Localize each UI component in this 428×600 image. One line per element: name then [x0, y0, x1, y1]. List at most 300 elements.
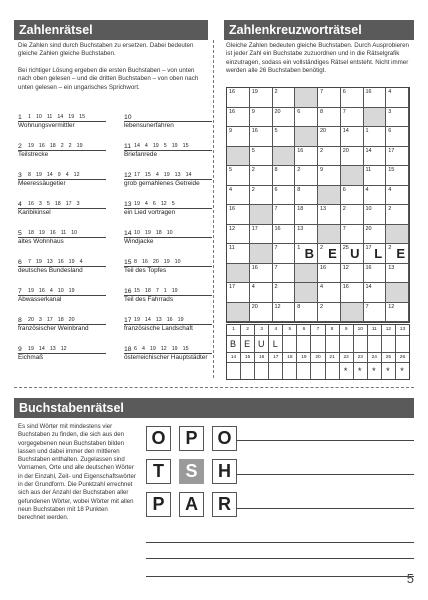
solution-value[interactable]: [241, 363, 255, 379]
clue-code-number: 16: [38, 143, 45, 149]
clue-code-number: 5: [46, 201, 50, 207]
solution-table: [226, 324, 410, 380]
clue-code-number: 9: [57, 172, 61, 178]
grid-cell[interactable]: [295, 186, 318, 206]
solution-value[interactable]: [340, 336, 354, 352]
solution-number: 14: [227, 353, 241, 363]
clue-code-number: 4: [79, 259, 83, 265]
clue-code-number: 10: [174, 259, 181, 265]
cell-number: 19: [251, 89, 258, 95]
grid-cell[interactable]: [273, 108, 296, 128]
cell-number: 18: [297, 206, 304, 212]
cell-letter: E: [396, 245, 405, 261]
solution-number: 9: [340, 325, 354, 335]
clue-code-number: 7: [155, 288, 159, 294]
clue-number-line[interactable]: [18, 112, 106, 122]
grid-cell[interactable]: [250, 127, 273, 147]
clue-code-number: 18: [57, 317, 64, 323]
grid-cell[interactable]: [364, 225, 387, 245]
clue-description: Windjacke: [124, 238, 154, 245]
clue-16[interactable]: [124, 286, 212, 304]
solution-value[interactable]: [283, 336, 297, 352]
clue-number-line[interactable]: [124, 228, 212, 238]
grid-cell[interactable]: [273, 283, 296, 303]
clue-description: Briefanrede: [124, 151, 158, 158]
clue-code-number: 10: [71, 230, 78, 236]
clue-code-number: 4: [144, 143, 148, 149]
clue-number-line[interactable]: [124, 315, 212, 325]
grid-cell[interactable]: [318, 127, 341, 147]
clue-code-number: 3: [38, 201, 42, 207]
grid-cell[interactable]: [341, 264, 364, 284]
solution-value[interactable]: [227, 363, 241, 379]
clue-number-line[interactable]: [18, 286, 106, 296]
grid-cell[interactable]: [341, 147, 364, 167]
grid-cell[interactable]: [386, 205, 409, 225]
grid-cell[interactable]: [386, 264, 409, 284]
answer-line[interactable]: [146, 542, 414, 543]
cell-number: 2: [251, 167, 255, 173]
grid-cell[interactable]: [273, 244, 296, 264]
cell-number: 16: [365, 89, 372, 95]
clue-code-number: 15: [182, 143, 189, 149]
grid-cell[interactable]: [295, 225, 318, 245]
clue-12[interactable]: [124, 170, 212, 188]
grid-cell[interactable]: [386, 88, 409, 108]
grid-cell[interactable]: [250, 186, 273, 206]
clue-code-number: 17: [46, 317, 53, 323]
solution-value[interactable]: B: [227, 336, 241, 352]
clue-code-number: 8: [28, 172, 31, 178]
center-letter-tile: S: [179, 459, 204, 484]
letter-tile: O: [146, 426, 171, 451]
grid-cell[interactable]: [250, 264, 273, 284]
clue-number-line[interactable]: [124, 141, 212, 151]
clue-14[interactable]: [124, 228, 212, 246]
solution-value[interactable]: [297, 363, 311, 379]
cell-number: 11: [229, 245, 235, 251]
solution-value[interactable]: [368, 336, 382, 352]
clue-code-number: 19: [134, 201, 140, 207]
cell-number: 4: [388, 186, 392, 193]
clue-code-number: 19: [177, 317, 184, 323]
clue-11[interactable]: [124, 141, 212, 159]
grid-cell[interactable]: [341, 283, 364, 303]
cell-number: 7: [320, 89, 324, 95]
cell-number: 2: [274, 89, 278, 95]
clue-code-number: 5: [163, 143, 167, 149]
solution-value[interactable]: [311, 363, 325, 379]
clue-4[interactable]: [18, 199, 106, 217]
clue-code-number: 5: [171, 201, 175, 207]
crossword-grid: [226, 87, 410, 323]
grid-cell[interactable]: [227, 127, 250, 147]
clue-description: lebensunerfahren: [124, 122, 174, 129]
clue-index: 5: [18, 230, 22, 237]
clue-code-number: 14: [134, 143, 140, 149]
clue-index: 12: [124, 172, 132, 179]
grid-cell[interactable]: [386, 244, 409, 264]
grid-block: [227, 303, 250, 323]
clue-number-line[interactable]: [18, 315, 106, 325]
cell-number: 12: [342, 264, 349, 271]
grid-cell[interactable]: [273, 264, 296, 284]
clue-description: französische Landschaft: [124, 325, 193, 332]
cell-number: 1: [297, 245, 301, 251]
cell-number: 9: [229, 128, 233, 134]
clue-number-line[interactable]: [124, 112, 212, 122]
clue-code-number: 12: [160, 201, 167, 207]
cell-number: 3: [388, 108, 392, 115]
clue-description: Teilstrecke: [18, 151, 49, 158]
solution-number: 24: [368, 353, 382, 363]
grid-block: [295, 88, 318, 108]
grid-cell[interactable]: [364, 283, 387, 303]
clue-18[interactable]: [124, 344, 212, 362]
grid-cell[interactable]: [250, 108, 273, 128]
solution-value[interactable]: E: [241, 336, 255, 352]
clue-9[interactable]: [18, 344, 106, 362]
grid-cell[interactable]: [273, 88, 296, 108]
clue-description: deutsches Bundesland: [18, 267, 83, 274]
clue-number-line[interactable]: [18, 199, 106, 209]
clue-number-line[interactable]: [124, 344, 212, 354]
grid-block: [295, 264, 318, 284]
grid-cell[interactable]: [341, 186, 364, 206]
clue-3[interactable]: [18, 170, 106, 188]
section-divider: [14, 387, 414, 388]
clue-7[interactable]: [18, 286, 106, 304]
answer-line[interactable]: [236, 508, 414, 509]
grid-cell[interactable]: [295, 166, 318, 186]
clue-code-number: 4: [65, 172, 69, 178]
grid-cell[interactable]: [341, 88, 364, 108]
clue-number-line[interactable]: [124, 170, 212, 180]
zahlenraetsel-header: Zahlenrätsel: [14, 20, 208, 40]
clue-5[interactable]: [18, 228, 106, 246]
cell-letter: U: [350, 245, 360, 261]
grid-cell[interactable]: [386, 166, 409, 186]
cell-number: 8: [274, 167, 278, 173]
clue-number-line[interactable]: [18, 344, 106, 354]
solution-number: 19: [297, 353, 311, 363]
cell-number: 13: [388, 264, 395, 271]
cell-number: 20: [342, 147, 349, 154]
grid-cell[interactable]: [318, 244, 341, 264]
solution-value[interactable]: [283, 363, 297, 379]
grid-cell[interactable]: [227, 88, 250, 108]
grid-block: [318, 225, 341, 245]
solution-value[interactable]: [269, 363, 283, 379]
grid-cell[interactable]: [273, 166, 296, 186]
solution-value[interactable]: *: [400, 366, 405, 376]
grid-cell[interactable]: [250, 88, 273, 108]
clue-2[interactable]: [18, 141, 106, 159]
grid-cell[interactable]: [318, 147, 341, 167]
answer-line[interactable]: [236, 474, 414, 475]
cell-number: 16: [342, 284, 349, 290]
grid-cell[interactable]: [295, 303, 318, 323]
clue-code-number: 14: [57, 114, 64, 120]
clue-code-number: 16: [141, 259, 148, 265]
clue-code-number: 16: [49, 230, 56, 236]
clue-13[interactable]: [124, 199, 212, 217]
grid-cell[interactable]: [318, 283, 341, 303]
grid-cell[interactable]: [318, 264, 341, 284]
cell-number: 12: [229, 225, 236, 232]
clue-index: 16: [124, 288, 132, 295]
cell-letter: E: [328, 245, 337, 261]
solution-number: 10: [354, 325, 368, 335]
grid-cell[interactable]: [318, 303, 341, 323]
clue-index: 17: [124, 317, 132, 324]
grid-cell[interactable]: [364, 186, 387, 206]
grid-cell[interactable]: [364, 166, 387, 186]
grid-block: [341, 166, 364, 186]
clue-code-number: 17: [65, 201, 72, 207]
grid-cell[interactable]: [250, 283, 273, 303]
grid-cell[interactable]: [364, 244, 387, 264]
clue-code-number: 16: [166, 317, 173, 323]
grid-cell[interactable]: [364, 303, 387, 323]
cell-number: 4: [320, 284, 324, 290]
clue-code-number: 19: [171, 288, 178, 294]
cell-number: 2: [297, 167, 301, 173]
solution-value[interactable]: [354, 336, 368, 352]
grid-cell[interactable]: [273, 205, 296, 225]
grid-cell[interactable]: [227, 108, 250, 128]
grid-cell[interactable]: [341, 108, 364, 128]
cell-number: 7: [274, 206, 278, 212]
grid-cell[interactable]: [318, 166, 341, 186]
clue-code-number: 20: [152, 259, 159, 265]
grid-cell[interactable]: [273, 303, 296, 323]
grid-cell[interactable]: [250, 225, 273, 245]
clue-description: altes Wohnhaus: [18, 238, 64, 245]
kreuzwort-header: Zahlenkreuzworträtsel: [224, 20, 414, 40]
cell-number: 2: [320, 303, 324, 310]
clue-code-number: 19: [152, 143, 159, 149]
solution-number: 16: [255, 353, 269, 363]
solution-value[interactable]: *: [368, 363, 382, 379]
grid-cell[interactable]: [295, 244, 318, 264]
solution-value[interactable]: U: [255, 336, 269, 352]
solution-value[interactable]: *: [382, 363, 396, 379]
grid-cell[interactable]: [364, 88, 387, 108]
answer-line[interactable]: [236, 440, 414, 441]
cell-number: 16: [229, 89, 236, 95]
letter-tile: O: [212, 426, 237, 451]
solution-row-top-values[interactable]: [227, 335, 409, 352]
cell-number: 7: [365, 303, 369, 310]
cell-number: 1: [365, 128, 369, 134]
clue-description: Meeressäugetier: [18, 180, 66, 187]
clue-code-number: 14: [144, 317, 151, 323]
clue-code-number: 16: [38, 288, 45, 294]
answer-line[interactable]: [146, 558, 414, 559]
clue-code-number: 19: [163, 259, 170, 265]
grid-cell[interactable]: [386, 186, 409, 206]
letter-tile: T: [146, 459, 171, 484]
clue-1[interactable]: [18, 112, 106, 130]
clue-number-line[interactable]: [124, 199, 212, 209]
cell-number: 13: [320, 206, 327, 212]
clue-code-number: 16: [28, 201, 34, 207]
clue-code-number: 20: [68, 317, 75, 323]
cell-number: 6: [342, 89, 346, 95]
clue-6[interactable]: [18, 257, 106, 275]
grid-cell[interactable]: [364, 147, 387, 167]
solution-value[interactable]: [297, 336, 311, 352]
clue-code-number: 2: [60, 143, 64, 149]
grid-cell[interactable]: [341, 127, 364, 147]
solution-value[interactable]: [311, 336, 325, 352]
grid-block: [318, 186, 341, 206]
grid-cell[interactable]: [273, 225, 296, 245]
cell-number: 8: [297, 303, 301, 310]
clue-code-number: 19: [68, 114, 75, 120]
grid-cell[interactable]: [386, 127, 409, 147]
cell-number: 2: [251, 186, 255, 193]
clue-code-number: 13: [174, 172, 181, 178]
solution-number: 2: [241, 325, 255, 335]
cell-number: 6: [297, 108, 301, 115]
clue-number-line[interactable]: [18, 170, 106, 180]
grid-cell[interactable]: [318, 108, 341, 128]
solution-number: 12: [382, 325, 396, 335]
clue-code-number: 18: [155, 230, 162, 236]
grid-block: [295, 283, 318, 303]
cell-number: 7: [342, 108, 346, 115]
clue-number-line[interactable]: [124, 286, 212, 296]
clue-code-number: 4: [49, 288, 53, 294]
grid-cell[interactable]: [227, 205, 250, 225]
grid-cell[interactable]: [227, 166, 250, 186]
cell-number: 16: [229, 108, 236, 115]
clue-code-number: 12: [60, 346, 67, 352]
solution-number: 13: [399, 327, 406, 332]
grid-cell[interactable]: [318, 205, 341, 225]
solution-value[interactable]: [255, 363, 269, 379]
cell-number: 7: [342, 225, 346, 232]
cell-number: 8: [320, 108, 324, 115]
grid-cell[interactable]: [318, 88, 341, 108]
solution-number: 17: [269, 353, 283, 363]
grid-cell[interactable]: [273, 186, 296, 206]
grid-cell[interactable]: [227, 244, 250, 264]
clue-code-number: 15: [182, 346, 189, 352]
clue-code-number: 19: [38, 230, 45, 236]
clue-17[interactable]: [124, 315, 212, 333]
clue-code-number: 7: [28, 259, 31, 265]
grid-cell[interactable]: [341, 225, 364, 245]
clue-code-number: 14: [46, 172, 53, 178]
grid-cell[interactable]: [364, 264, 387, 284]
cell-number: 4: [251, 284, 255, 290]
clue-number-line[interactable]: [18, 228, 106, 238]
solution-value[interactable]: [396, 336, 409, 352]
grid-cell[interactable]: [295, 147, 318, 167]
buchstaben-intro: Es sind Wörter mit mindestens vier Buchstaben zu finden, die sich aus den vorgegebenen neun Buchstaben bilden lassen und dabei immer den mittleren Buchstaben enthalten. Zugelassen sind Vornamen, Orte und alle deutschen Wörter in der Einzahl, Zeit- und Eigenschaftswörter in der Grundform. Die Punktzahl errechnet sich aus der Anzahl der Buchstaben aller gefundenen Wörter, wobei Wörter mit allen neun Buchstaben mit 18 Punkten berechnet werden.: [18, 423, 136, 522]
grid-cell[interactable]: [341, 205, 364, 225]
clue-code-number: 4: [144, 201, 148, 207]
clue-index: 9: [18, 346, 22, 353]
clue-code-number: 19: [68, 259, 75, 265]
solution-value[interactable]: [382, 336, 396, 352]
solution-number: 8: [326, 325, 340, 335]
kreuzwort-intro: Gleiche Zahlen bedeuten gleiche Buchstaben. Durch Ausprobieren ist jeder Zahl ein Buchstabe zuzuordnen und in die Rätselgrafik einzutragen, sodass ein vollständiges Rätsel entsteht. Nicht immer werden alle 26 Buchstaben benötigt.: [226, 42, 409, 75]
clue-number-line[interactable]: [124, 257, 212, 267]
cell-number: 12: [274, 303, 281, 310]
clue-index: 1: [18, 114, 22, 121]
answer-line[interactable]: [146, 576, 414, 577]
cell-number: 17: [251, 225, 258, 232]
grid-cell[interactable]: [295, 108, 318, 128]
grid-cell[interactable]: [295, 205, 318, 225]
grid-cell[interactable]: [386, 303, 409, 323]
cell-number: 16: [365, 264, 372, 271]
solution-value[interactable]: *: [340, 363, 354, 379]
clue-number-line[interactable]: [18, 257, 106, 267]
clue-number-line[interactable]: [18, 141, 106, 151]
cell-number: 17: [365, 245, 372, 251]
clue-code-number: 18: [28, 230, 34, 236]
solution-value[interactable]: L: [269, 336, 283, 352]
solution-value[interactable]: *: [354, 363, 368, 379]
grid-cell[interactable]: [341, 244, 364, 264]
grid-cell[interactable]: [386, 108, 409, 128]
clue-10[interactable]: [124, 112, 212, 130]
grid-cell[interactable]: [250, 303, 273, 323]
clue-index: 7: [18, 288, 22, 295]
grid-cell[interactable]: [364, 205, 387, 225]
solution-value[interactable]: [326, 336, 340, 352]
grid-cell[interactable]: [364, 127, 387, 147]
clue-15[interactable]: [124, 257, 212, 275]
cell-number: 9: [320, 167, 324, 173]
grid-cell[interactable]: [227, 186, 250, 206]
clue-code-number: 10: [35, 114, 42, 120]
solution-value[interactable]: [326, 363, 340, 379]
clue-code-number: 18: [144, 288, 151, 294]
solution-number: 3: [255, 325, 269, 335]
cell-number: 15: [388, 167, 395, 173]
letter-tile: R: [212, 492, 237, 517]
grid-cell[interactable]: [386, 147, 409, 167]
cell-letter: L: [374, 245, 383, 261]
grid-cell[interactable]: [227, 225, 250, 245]
cell-number: 20: [365, 225, 372, 232]
solution-number: 6: [297, 325, 311, 335]
solution-row-bottom-values[interactable]: [227, 362, 409, 379]
clue-index: 15: [124, 259, 132, 266]
grid-cell[interactable]: [227, 283, 250, 303]
clue-code-number: 19: [28, 288, 34, 294]
cell-number: 14: [365, 147, 372, 154]
cell-number: 12: [388, 303, 395, 310]
clue-code-number: 11: [60, 230, 67, 236]
clue-code-number: 4: [141, 346, 145, 352]
grid-cell[interactable]: [250, 147, 273, 167]
grid-cell[interactable]: [250, 166, 273, 186]
clue-description: Teil des Topfes: [124, 267, 167, 274]
cell-number: 13: [297, 225, 304, 232]
clue-index: 6: [18, 259, 22, 266]
cell-number: 6: [274, 186, 278, 193]
cell-number: 17: [229, 284, 236, 290]
grid-cell[interactable]: [273, 127, 296, 147]
clue-8[interactable]: [18, 315, 106, 333]
